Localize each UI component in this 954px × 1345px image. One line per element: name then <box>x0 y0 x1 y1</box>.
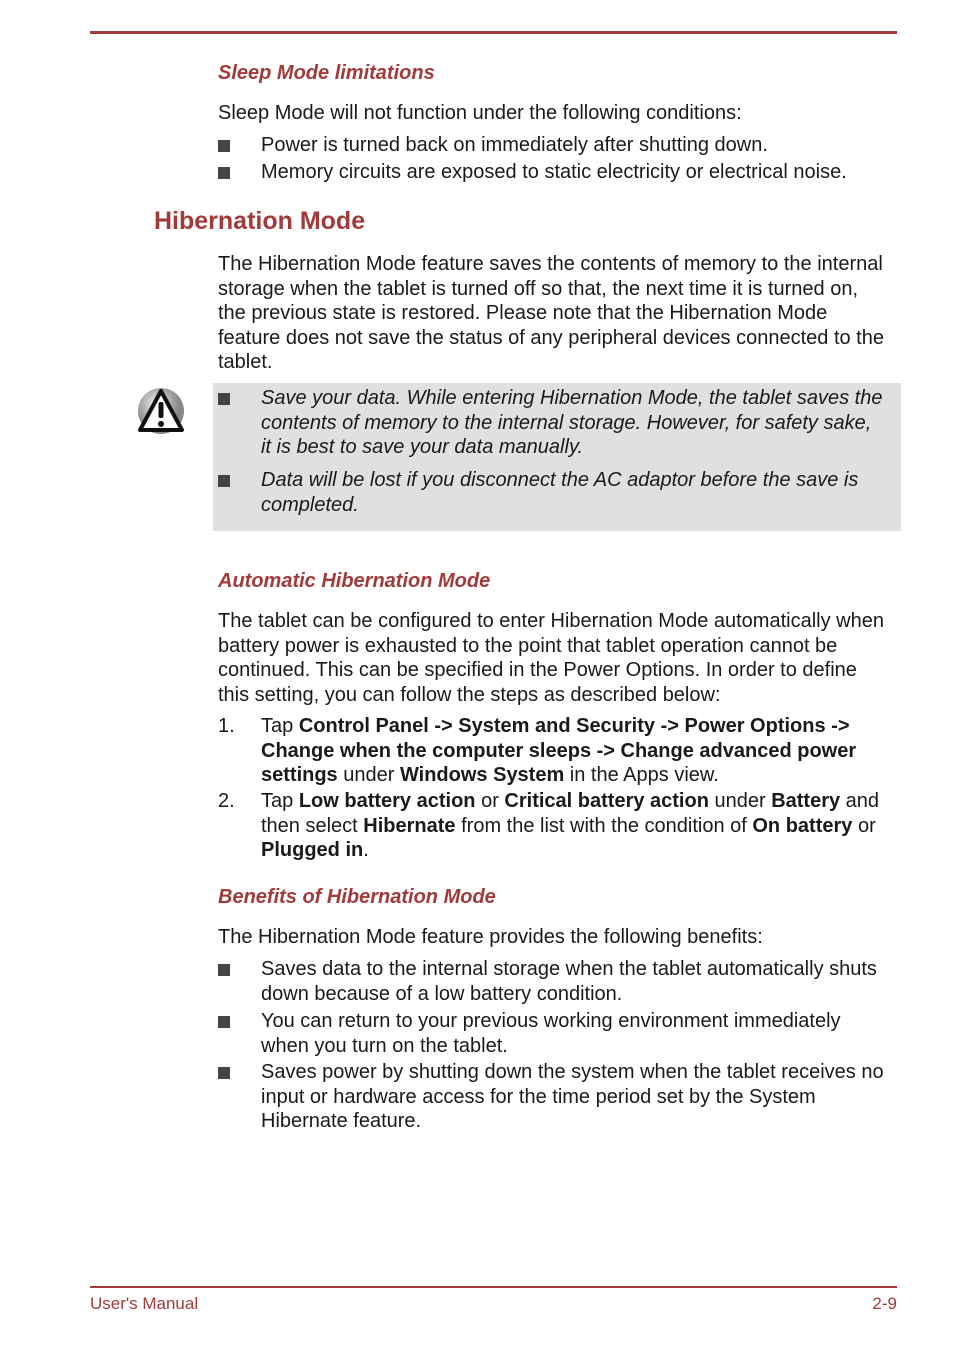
sleep-limitations-heading: Sleep Mode limitations <box>218 62 435 84</box>
bullet-icon <box>218 475 230 487</box>
benefits-heading: Benefits of Hibernation Mode <box>218 886 496 908</box>
hibernation-heading: Hibernation Mode <box>154 207 366 235</box>
bullet-icon <box>218 1016 230 1028</box>
benefits-intro: The Hibernation Mode feature provides the following benefits: <box>218 926 763 948</box>
hibernation-paragraph: The Hibernation Mode feature saves the contents of memory to the internal storage when the tablet is turned off so that, the next time it is turned on, the previous state is restored. Please note that the Hibernation Mode feature does not save the status of any peripheral devices connected to the tablet. <box>218 253 884 373</box>
warning-icon <box>136 386 186 436</box>
sleep-intro: Sleep Mode will not function under the following conditions: <box>218 102 742 124</box>
bullet-icon <box>218 393 230 405</box>
top-rule <box>90 31 897 34</box>
footer-rule <box>90 1286 897 1288</box>
footer-title: User's Manual <box>90 1294 199 1313</box>
bullet-icon <box>218 140 230 152</box>
bullet-icon <box>218 964 230 976</box>
page-number: 2-9 <box>872 1294 897 1313</box>
bullet-icon <box>218 167 230 179</box>
auto-paragraph: The tablet can be configured to enter Hibernation Mode automatically when battery power is exhausted to the point that tablet operation cannot be continued. This can be specified in the Power Options. In order to define this setting, you can follow the steps as described below: <box>218 610 884 706</box>
auto-hibernation-heading: Automatic Hibernation Mode <box>218 570 491 592</box>
bullet-icon <box>218 1067 230 1079</box>
document-page: Sleep Mode limitations Sleep Mode will not function under the following conditions: Power is turned back on immediately after shutting down. Memory circuits are exposed to static electricity or electrical noise. Hibernation Mode The Hibernation Mode feature saves the contents of memory to the internal storage when the tablet is turned off so that, the next time it is turned on, the previous state is restored. Please note that the Hibernation Mode feature does not save the status of any peripheral devices connected to the tablet. Save your data. While entering Hibernation Mode, the tablet saves the contents of memory to the internal storage. However, for safety sake, it is best to save your data manually. Data will be lost if you disconnect the AC adaptor before the save is completed. Automatic Hibernation Mode The tablet can be configured to enter Hibernation Mode automatically when battery power is exhausted to the point that tablet operation cannot be continued. This can be specified in the Power Options. In order to define this setting, you can follow the steps as described below: 1. Tap Control Panel -> System and Security -> Power Options -> Change when the computer sleeps -> Change advanced power settings under Windows System in the Apps view. 2. Tap Low battery action or Critical battery action under Battery and then select Hibernate from the list with the condition of On battery or Plugged in. Benefits of Hibernation Mode The Hibernation Mode feature provides the following benefits: Saves data to the internal storage when the tablet automatically shuts down because of a low battery condition. You can return to your previous working environment immediately when you turn on the tablet. Saves power by shutting down the system when the tablet receives no input or hardware access for the time period set by the System Hibernate feature. User's Manual 2-9 <box>0 0 954 1345</box>
